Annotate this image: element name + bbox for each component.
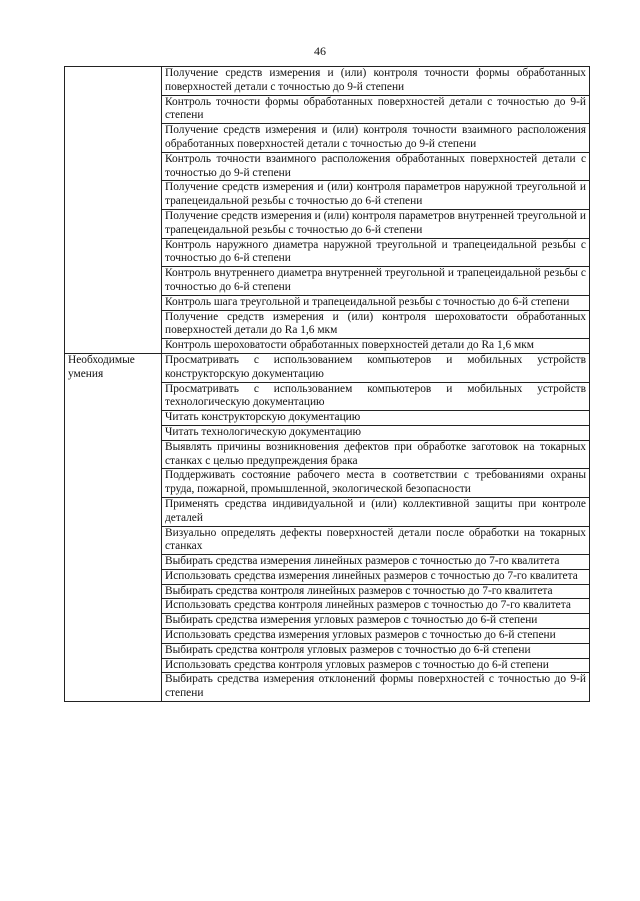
requirement-cell: Использовать средства контроля угловых размеров с точностью до 6-й степени: [162, 658, 590, 673]
requirement-cell: Просматривать с использованием компьютеров и мобильных устройств технологическую документацию: [162, 382, 590, 411]
requirements-table: [64, 66, 590, 702]
requirement-cell: Контроль внутреннего диаметра внутренней треугольной и трапецеидальной резьбы с точностью до 6-й степени: [162, 267, 590, 296]
requirement-cell: Контроль шероховатости обработанных поверхностей детали до Ra 1,6 мкм: [162, 339, 590, 354]
requirement-cell: Получение средств измерения и (или) контроля шероховатости обработанных поверхностей детали до Ra 1,6 мкм: [162, 310, 590, 339]
section-title-cell: Необходимые умения: [65, 353, 162, 701]
requirement-cell: Получение средств измерения и (или) контроля параметров наружной треугольной и трапецеидальной резьбы с точностью до 6-й степени: [162, 181, 590, 210]
requirement-cell: Читать технологическую документацию: [162, 425, 590, 440]
requirement-cell: Применять средства индивидуальной и (или) коллективной защиты при контроле деталей: [162, 497, 590, 526]
page-number: 46: [314, 44, 326, 58]
requirement-cell: Выбирать средства измерения отклонений формы поверхностей с точностью до 9-й степени: [162, 673, 590, 702]
table-row: [65, 353, 590, 382]
requirement-cell: Выбирать средства измерения линейных размеров с точностью до 7-го квалитета: [162, 555, 590, 570]
requirement-cell: Выбирать средства контроля линейных размеров с точностью до 7-го квалитета: [162, 584, 590, 599]
table-row: [65, 67, 590, 96]
table-body: [65, 67, 590, 702]
requirement-cell: Выбирать средства измерения угловых размеров с точностью до 6-й степени: [162, 614, 590, 629]
requirement-cell: Использовать средства контроля линейных размеров с точностью до 7-го квалитета: [162, 599, 590, 614]
requirement-cell: Просматривать с использованием компьютеров и мобильных устройств конструкторскую документацию: [162, 353, 590, 382]
requirement-cell: Поддерживать состояние рабочего места в соответствии с требованиями охраны труда, пожарной, промышленной, экологической безопасности: [162, 469, 590, 498]
requirement-cell: Выбирать средства контроля угловых размеров с точностью до 6-й степени: [162, 643, 590, 658]
requirement-cell: Использовать средства измерения угловых размеров с точностью до 6-й степени: [162, 629, 590, 644]
requirement-cell: Контроль шага треугольной и трапецеидальной резьбы с точностью до 6-й степени: [162, 295, 590, 310]
section-title-cell: [65, 67, 162, 354]
requirement-cell: Контроль точности формы обработанных поверхностей детали с точностью до 9-й степени: [162, 95, 590, 124]
requirement-cell: Получение средств измерения и (или) контроля параметров внутренней треугольной и трапецеидальной резьбы с точностью до 6-й степени: [162, 209, 590, 238]
requirement-cell: Выявлять причины возникновения дефектов при обработке заготовок на токарных станках с целью предупреждения брака: [162, 440, 590, 469]
requirement-cell: Получение средств измерения и (или) контроля точности взаимного расположения обработанных поверхностей детали с точностью до 9-й степени: [162, 124, 590, 153]
requirement-cell: Контроль точности взаимного расположения обработанных поверхностей детали с точностью до 9-й степени: [162, 152, 590, 181]
requirement-cell: Визуально определять дефекты поверхностей детали после обработки на токарных станках: [162, 526, 590, 555]
requirement-cell: Контроль наружного диаметра наружной треугольной и трапецеидальной резьбы с точностью до 6-й степени: [162, 238, 590, 267]
requirement-cell: Получение средств измерения и (или) контроля точности формы обработанных поверхностей детали с точностью до 9-й степени: [162, 67, 590, 96]
requirement-cell: Использовать средства измерения линейных размеров с точностью до 7-го квалитета: [162, 569, 590, 584]
requirement-cell: Читать конструкторскую документацию: [162, 411, 590, 426]
